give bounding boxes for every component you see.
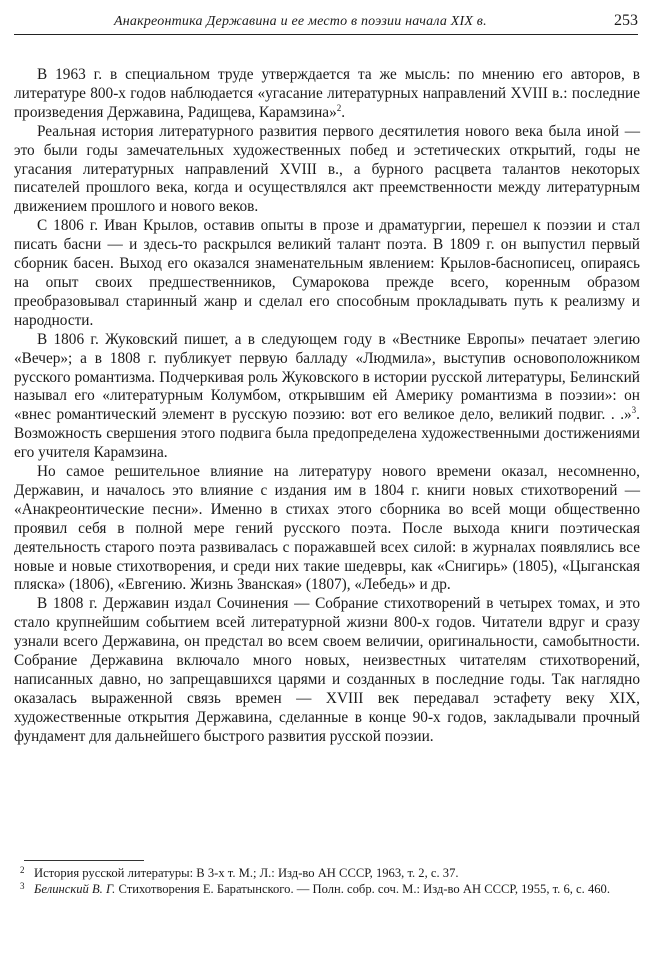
paragraph-5: Но самое решительное влияние на литературу нового времени оказал, несомненно, Державин, и началось это влияние с издания им в 1804 г. книги новых стихотворений — «Анакреонтические песни». Именно в стихах этого сборника во всей мощи общественно проявил себя в полной мере гений русского поэта. После выхода книги поэтическая деятельность старого поэта развивалась с поражавшей всех силой: в журналах появлялись все новые и новые стихотворения, и среди них такие шедевры, как «Снигирь» (1805), «Цыганская пляска» (1806), «Евгению. Жизнь Званская» (1807), «Лебедь» и др. (14, 463, 640, 594)
footnotes (14, 866, 640, 898)
paragraph-1: В 1963 г. в специальном труде утверждается та же мысль: по мнению его авторов, в литературе 800-х годов наблюдается «угасание литературных направлений XVIII в.: последние произведения Державина, Радищева, Карамзина»$^2$. (14, 66, 640, 121)
footnote-3 (14, 882, 640, 896)
footnote-ref-3: 3 (631, 405, 637, 416)
paragraph-2: Реальная история литературного развития первого десятилетия нового века была иной — это были годы замечательных художественных побед и эстетических открытий, годы не угасания литературных направлений XVIII в., а бурного расцвета талантов некоторых писателей прошлого века, когда и осуществлялся акт преемственности между литературным движением прошлого и нового веков. (14, 122, 640, 216)
footnote-mark: 2 (20, 865, 25, 875)
paragraph-3: С 1806 г. Иван Крылов, оставив опыты в прозе и драматургии, перешел к поэзии и стал писать басни — и здесь-то раскрылся великий талант поэта. В 1809 г. он выпустил первый сборник басен. Выход его оказался знаменательным явлением: Крылов-баснописец, опираясь на опыт своих предшественников, Сумарокова прежде всего, коренным образом преобразовывал старинный жанр и сделал его способным прокладывать путь к реализму и народности. (14, 217, 640, 329)
paragraph-4: В 1806 г. Жуковский пишет, а в следующем году в «Вестнике Европы» печатает элегию «Вечер»; а в 1808 г. публикует первую балладу «Людмила», выступив основоположником русского романтизма. Подчеркивая роль Жуковского в истории русской литературы, Белинский называл его «литературным Колумбом, открывшим ей Америку романтизма в поэзии»: он «внес романтический элемент в русскую поэзию: вот его великое дело, великий подвиг. . .»$^3$. Возможность свершения этого подвига была предопределена художественными достижениями его учителя Карамзина. (14, 330, 640, 462)
footnote-author: Белинский В. Г. (34, 882, 116, 896)
footnote-mark: 3 (20, 881, 25, 891)
footnote-text: Стихотворения Е. Баратынского. — Полн. собр. соч. М.: Изд-во АН СССР, 1955, т. 6, с. 460. (115, 882, 610, 896)
paragraph-6: В 1808 г. Державин издал Сочинения — Собрание стихотворений в четырех томах, и это стало крупнейшим событием всей литературной жизни 800-х годов. Читатели вдруг и сразу узнали всего Державина, он предстал во всем своем величии, оригинальности, самобытности. Собрание Державина включало много новых, неизвестных читателям стихотворений, написанных давно, но запрещавшихся царями и созданных в последние годы. Так наглядно оказалась выраженной связь времен — XVIII век передавал эстафету веку XIX, художественные открытия Державина, сделанные в конце 90-х годов, закладывали прочный фундамент для дальнейшего быстрого развития русской поэзии. (14, 595, 640, 745)
footnote-text: История русской литературы: В 3-х т. М.; Л.: Изд-во АН СССР, 1963, т. 2, с. 37. (34, 866, 459, 880)
running-header (14, 12, 638, 35)
footnote-2 (14, 866, 640, 880)
footnote-ref-2: 2 (336, 102, 342, 113)
main-text (14, 66, 640, 747)
page-number: 253 (614, 12, 638, 29)
footnote-divider (24, 860, 144, 861)
running-title: Анакреонтика Державина и ее место в поэзии начала XIX в. (114, 14, 487, 29)
